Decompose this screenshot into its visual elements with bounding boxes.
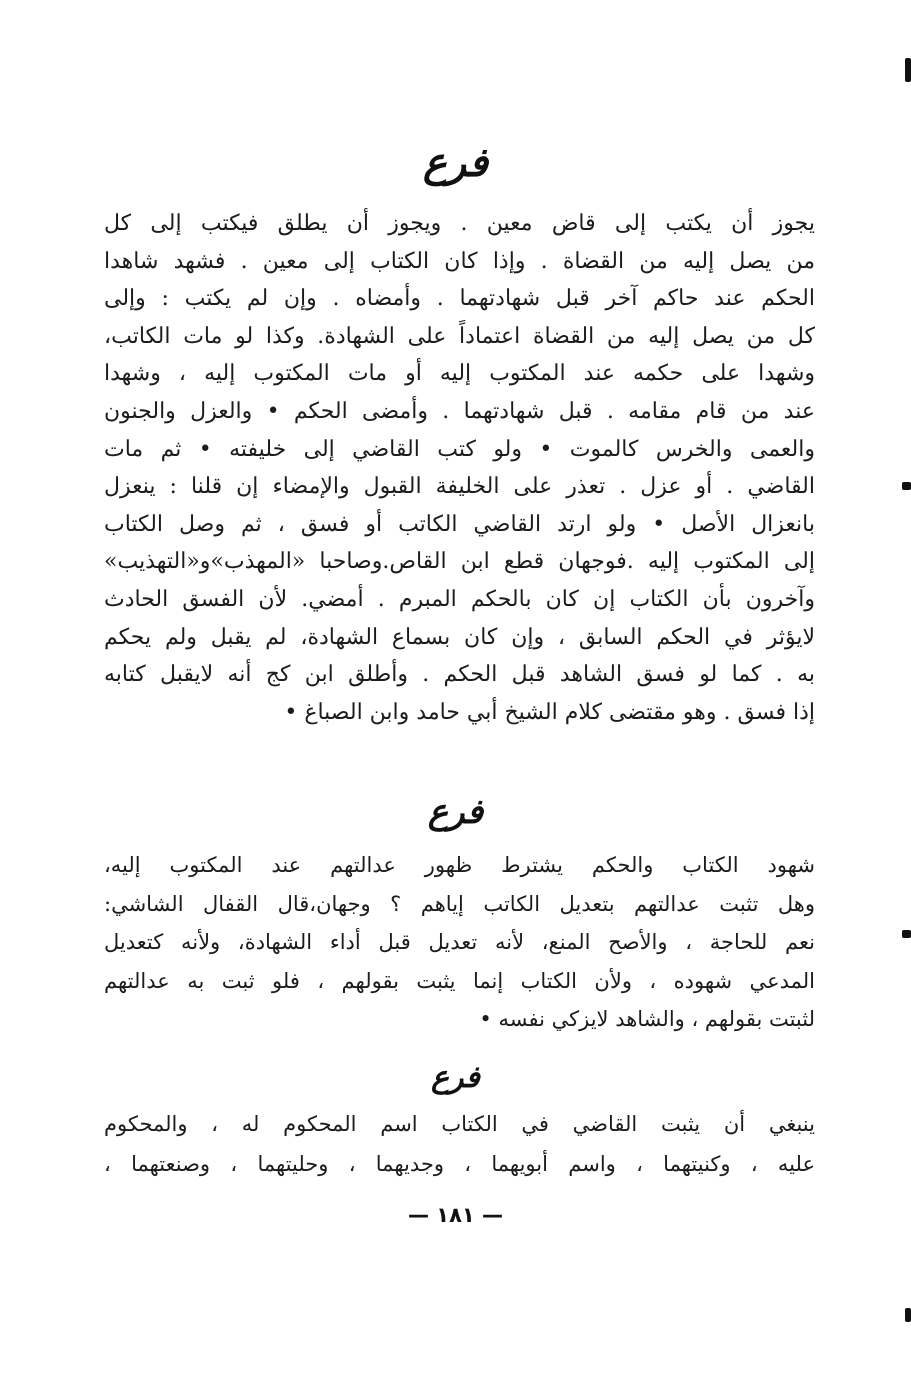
section-heading-far: فرع (422, 140, 489, 186)
text-line: عند من قام مقامه . قبل شهادتهما . وأمضى الحكم • والعزل والجنون (104, 398, 815, 424)
text-line: يجوز أن يكتب إلى قاض معين . ويجوز أن يطلق فيكتب إلى كل (104, 211, 815, 236)
text-line: إذا فسق . وهو مقتضى كلام الشيخ أبي حامد وابن الصباغ • (284, 699, 815, 725)
text-line: وشهدا على حكمه عند المكتوب إليه أو مات المكتوب إليه ، وشهدا (104, 361, 815, 387)
page-number: — ١٨١ — (407, 1203, 504, 1227)
text-line: شهود الكتاب والحكم يشترط ظهور عدالتهم عند المكتوب إليه، (104, 853, 815, 877)
section-heading-far: فرع (427, 792, 484, 832)
text-line: والعمى والخرس كالموت • ولو كتب القاضي إلى خليفته • ثم مات (104, 436, 815, 462)
text-line: وهل تثبت عدالتهم بتعديل الكاتب إياهم ؟ وجهان،قال القفال الشاشي: (104, 891, 815, 916)
text-line: لايؤثر في الحكم السابق ، وإن كان بسماع الشهادة، لم يقبل ولم يحكم (104, 624, 815, 650)
paragraph-2 (104, 846, 815, 1039)
scan-edge-mark (902, 482, 911, 490)
text-line: به . كما لو فسق الشاهد قبل الحكم . وأطلق ابن كج أنه لايقبل كتابه (104, 662, 815, 688)
scan-edge-mark (905, 1308, 911, 1322)
text-line: نعم للحاجة ، والأصح المنع، لأنه تعديل قبل أداء الشهادة، ولأنه كتعديل (104, 930, 815, 954)
section-heading-far: فرع (431, 1060, 480, 1095)
text-line: وآخرون بأن الكتاب إن كان بالحكم المبرم . أمضي. لأن الفسق الحادث (104, 586, 815, 612)
text-line: المدعي شهوده ، ولأن الكتاب إنما يثبت بقولهم ، فلو ثبت به عدالتهم (104, 968, 815, 993)
scan-edge-mark (902, 930, 911, 938)
text-line: لثبتت بقولهم ، والشاهد لايزكي نفسه • (479, 1007, 815, 1031)
scan-edge-mark (905, 58, 911, 82)
text-line: الحكم عند حاكم آخر قبل شهادتهما . وأمضاه . وإن لم يكتب : وإلى (104, 286, 815, 312)
text-line: بانعزال الأصل • ولو ارتد القاضي الكاتب أو فسق ، ثم وصل الكتاب (104, 511, 815, 537)
text-line: القاضي . أو عزل . تعذر على الخليفة القبول والإمضاء إن قلنا : ينعزل (104, 474, 815, 500)
text-line: كل من يصل إليه من القضاة اعتماداً على الشهادة. وكذا لو مات الكاتب، (104, 323, 815, 349)
text-line: ينبغي أن يثبت القاضي في الكتاب اسم المحكوم له ، والمحكوم (104, 1112, 815, 1136)
text-line: عليه ، وكنيتهما ، واسم أبويهما ، وجديهما ، وحليتهما ، وصنعتهما ، (104, 1152, 815, 1176)
text-line: من يصل إليه من القضاة . وإذا كان الكتاب إلى معين . فشهد شاهدا (104, 248, 815, 274)
text-line: إلى المكتوب إليه .فوجهان قطع ابن القاص.وصاحبا «المهذب»و«التهذيب» (104, 549, 815, 575)
paragraph-1 (104, 205, 815, 731)
paragraph-3 (104, 1104, 815, 1184)
